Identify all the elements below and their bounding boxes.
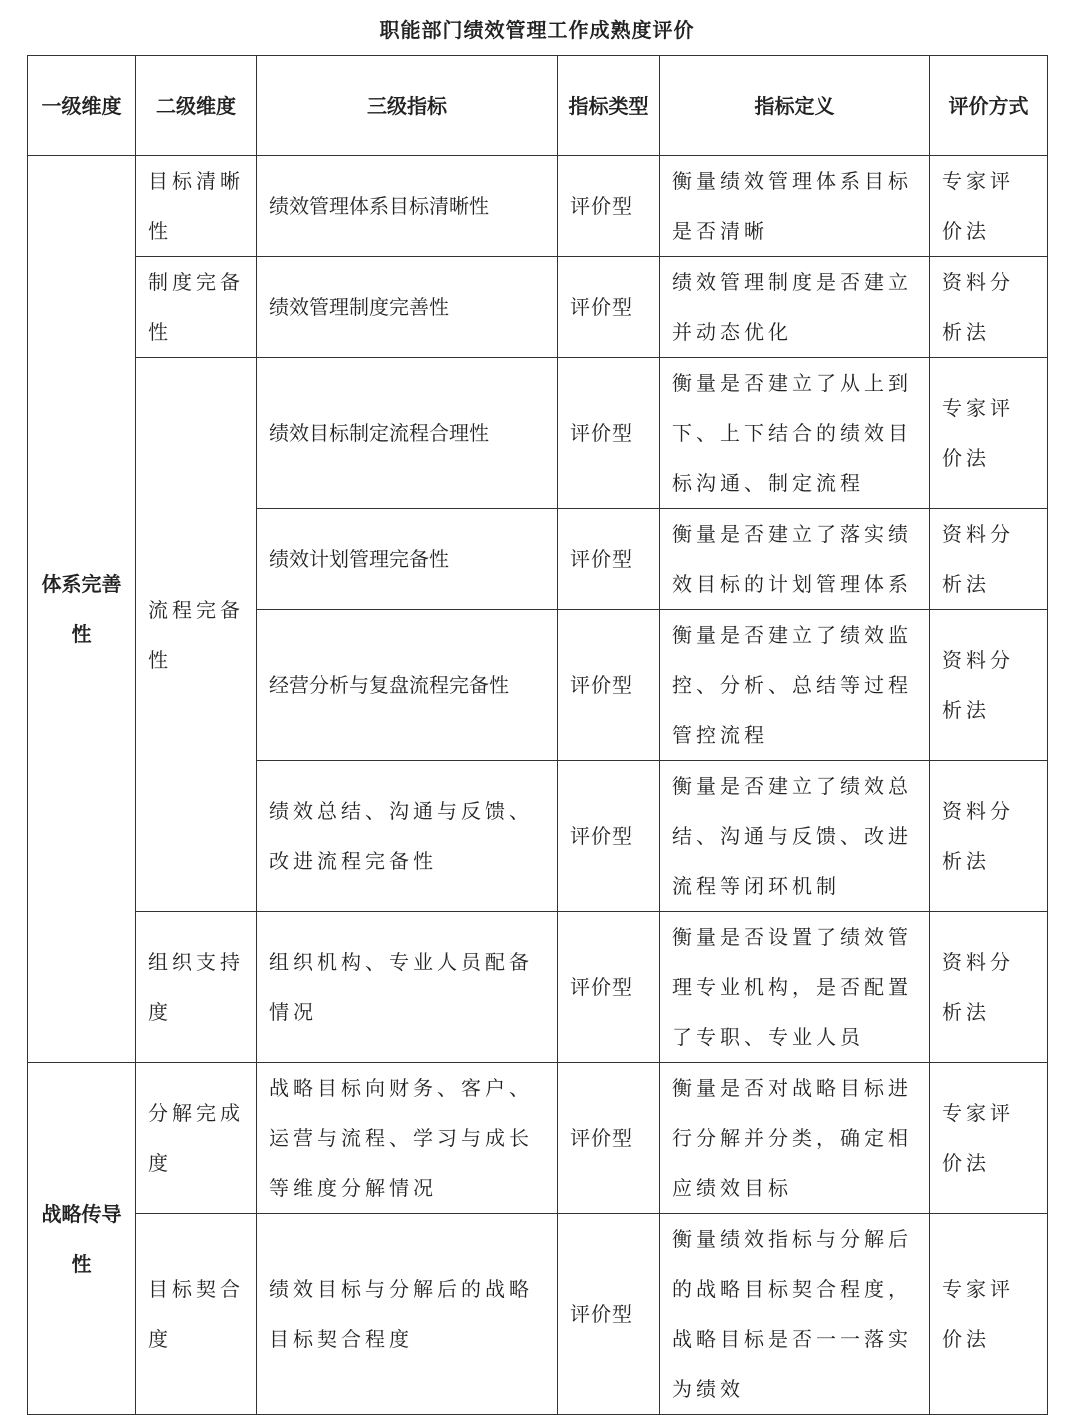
method-cell: 资料分析法: [930, 610, 1048, 761]
dimension-cell: 体系完善性: [28, 156, 136, 1063]
sub-dimension-cell: 目标契合度: [136, 1214, 257, 1415]
indicator-cell: 绩效目标与分解后的战略目标契合程度: [257, 1214, 558, 1415]
method-cell: 资料分析法: [930, 761, 1048, 912]
table-header-row: [28, 56, 1048, 156]
type-cell: 评价型: [558, 257, 660, 358]
sub-dimension-cell: 流程完备性: [136, 358, 257, 912]
method-cell: 专家评价法: [930, 156, 1048, 257]
method-cell: 专家评价法: [930, 1214, 1048, 1415]
header-definition: 指标定义: [660, 56, 930, 156]
indicator-cell: 绩效计划管理完备性: [257, 509, 558, 610]
indicator-cell: 战略目标向财务、客户、运营与流程、学习与成长等维度分解情况: [257, 1063, 558, 1214]
indicator-cell: 经营分析与复盘流程完备性: [257, 610, 558, 761]
method-cell: 专家评价法: [930, 1063, 1048, 1214]
indicator-cell: 绩效目标制定流程合理性: [257, 358, 558, 509]
table-row: [28, 1063, 1048, 1214]
type-cell: 评价型: [558, 1214, 660, 1415]
sub-dimension-cell: 目标清晰性: [136, 156, 257, 257]
definition-cell: 衡量是否建立了绩效监控、分析、总结等过程管控流程: [660, 610, 930, 761]
sub-dimension-cell: 分解完成度: [136, 1063, 257, 1214]
definition-cell: 衡量绩效指标与分解后的战略目标契合程度，战略目标是否一一落实为绩效: [660, 1214, 930, 1415]
header-method: 评价方式: [930, 56, 1048, 156]
indicator-cell: 绩效管理制度完善性: [257, 257, 558, 358]
type-cell: 评价型: [558, 156, 660, 257]
definition-cell: 衡量是否建立了落实绩效目标的计划管理体系: [660, 509, 930, 610]
dimension-cell: 战略传导性: [28, 1063, 136, 1415]
type-cell: 评价型: [558, 358, 660, 509]
indicator-cell: 绩效总结、沟通与反馈、改进流程完备性: [257, 761, 558, 912]
method-cell: 资料分析法: [930, 509, 1048, 610]
definition-cell: 衡量是否设置了绩效管理专业机构，是否配置了专职、专业人员: [660, 912, 930, 1063]
header-level1: 一级维度: [28, 56, 136, 156]
type-cell: 评价型: [558, 912, 660, 1063]
header-type: 指标类型: [558, 56, 660, 156]
definition-cell: 衡量绩效管理体系目标是否清晰: [660, 156, 930, 257]
table-row: [28, 156, 1048, 257]
definition-cell: 衡量是否建立了绩效总结、沟通与反馈、改进流程等闭环机制: [660, 761, 930, 912]
header-level2: 二级维度: [136, 56, 257, 156]
table-row: [28, 1214, 1048, 1415]
type-cell: 评价型: [558, 610, 660, 761]
maturity-evaluation-table: [27, 55, 1048, 1415]
method-cell: 专家评价法: [930, 358, 1048, 509]
indicator-cell: 组织机构、专业人员配备情况: [257, 912, 558, 1063]
type-cell: 评价型: [558, 761, 660, 912]
definition-cell: 衡量是否对战略目标进行分解并分类，确定相应绩效目标: [660, 1063, 930, 1214]
sub-dimension-cell: 组织支持度: [136, 912, 257, 1063]
type-cell: 评价型: [558, 509, 660, 610]
header-level3: 三级指标: [257, 56, 558, 156]
table-row: [28, 257, 1048, 358]
type-cell: 评价型: [558, 1063, 660, 1214]
page-title: 职能部门绩效管理工作成熟度评价: [379, 18, 695, 42]
table-row: [28, 358, 1048, 509]
indicator-cell: 绩效管理体系目标清晰性: [257, 156, 558, 257]
method-cell: 资料分析法: [930, 257, 1048, 358]
table-row: [28, 912, 1048, 1063]
definition-cell: 绩效管理制度是否建立并动态优化: [660, 257, 930, 358]
definition-cell: 衡量是否建立了从上到下、上下结合的绩效目标沟通、制定流程: [660, 358, 930, 509]
method-cell: 资料分析法: [930, 912, 1048, 1063]
sub-dimension-cell: 制度完备性: [136, 257, 257, 358]
